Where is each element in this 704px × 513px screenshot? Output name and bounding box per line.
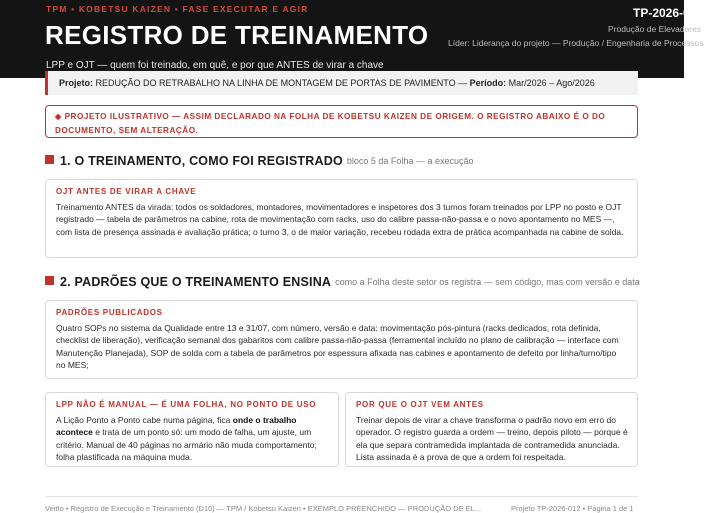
ojt-why-body: Treinar depois de virar a chave transforma o padrão novo em erro do operador. O registro guarda a ordem — treino, depois piloto — porque é ela que separa contramedida implantada de contramedida anunciada. Lista assinada é a prova de que a ordem foi respeitada. [356, 415, 628, 463]
footer-divider [45, 496, 638, 497]
published-standards-card [45, 300, 638, 379]
published-standards-body: Quatro SOPs no sistema da Qualidade entre 13 e 31/07, com número, versão e data: movimentação pós-pintura (racks dedicados, rota definida, checklist de liberação), verificação semanal dos gabaritos com calibre passa-não-passa (ferramental incluído no plano de calibração — interface com Manutenção Planejada), SOP de solda com a tabela de parâmetros por espessura afixada nas cabines e apontamento de defeito por linha/turno/tipo no MES; [56, 323, 619, 371]
ojt-why-card [345, 392, 638, 467]
header-meta-area: Produção de Elevadores [608, 24, 702, 34]
section-2-note: como a Folha deste setor os registra — sem código, mas com versão e data [335, 276, 640, 287]
document-header [0, 0, 704, 78]
footer-page-info: Projeto TP-2026-012 • Página 1 de 1 [511, 504, 634, 513]
section-marker-icon [45, 276, 54, 285]
section-2-heading [45, 273, 640, 291]
page-subtitle: LPP e OJT — quem foi treinado, em quê, e por que ANTES de virar a chave [46, 60, 384, 71]
project-name: REDUÇÃO DO RETRABALHO NA LINHA DE MONTAGEM DE PORTAS DE PAVIMENTO [95, 78, 456, 88]
project-bar [45, 71, 638, 95]
ojt-why-label: POR QUE O OJT VEM ANTES [356, 400, 484, 409]
period-label: Período: [469, 78, 507, 88]
section-2-title: 2. PADRÕES QUE O TREINAMENTO ENSINA [60, 274, 332, 289]
lpp-body [56, 414, 329, 464]
lpp-label: LPP NÃO É MANUAL — É UMA FOLHA, NO PONTO DE USO [56, 400, 317, 409]
ojt-before-label: OJT ANTES DE VIRAR A CHAVE [56, 187, 197, 196]
published-standards-label: PADRÕES PUBLICADOS [56, 308, 163, 317]
section-marker-icon [45, 155, 54, 164]
lpp-card [45, 392, 339, 467]
ojt-before-card [45, 179, 638, 258]
header-kicker: TPM • KOBETSU KAIZEN • FASE EXECUTAR E AGIR [46, 4, 309, 14]
section-1-heading [45, 152, 473, 170]
section-1-note: bloco 5 da Folha — a execução [346, 155, 474, 166]
lpp-body-emphasis: onde o trabalho acontece [56, 415, 297, 438]
header-meta-leader: Líder: Liderança do projeto — Produção / Engenharia de Processos [448, 38, 704, 48]
project-label: Projeto: [59, 78, 94, 88]
page-title: REGISTRO DE TREINAMENTO [45, 20, 429, 50]
lpp-body-start: A Lição Ponto a Ponto cabe numa página, fica [56, 415, 233, 425]
lpp-body-end: e trata de um ponto só: um modo de falha, um ajuste, um critério. Manual de 40 páginas no armário não muda comportamento; folha plastificada na máquina muda. [56, 427, 317, 463]
project-period: Mar/2026 – Ago/2026 [508, 78, 595, 88]
illustrative-notice: ◆ PROJETO ILUSTRATIVO — ASSIM DECLARADO NA FOLHA DE KOBETSU KAIZEN DE ORIGEM. O REGISTRO ABAIXO É O DO DOCUMENTO, SEM ALTERAÇÃO. [45, 105, 638, 138]
project-separator: — [458, 78, 468, 88]
document-id: TP-2026-012 [633, 6, 704, 20]
ojt-before-body: Treinamento ANTES da virada: todos os soldadores, montadores, movimentadores e inspetores dos 3 turnos foram treinados por LPP no posto e OJT registrado — tabela de parâmetros na cabine, rota de movimentação com racks, uso do calibre passa-não-passa e o novo apontamento no MES —, com lista de presença assinada e avaliação prática; o turno 3, o de maior variação, recebeu rodada extra de prática acompanhada na cabine de solda. [56, 202, 624, 237]
section-1-title: 1. O TREINAMENTO, COMO FOI REGISTRADO [60, 153, 343, 168]
footer-left-text: Veitto • Registro de Execução e Treinamento (D10) — TPM / Kobetsu Kaizen • EXEMPLO PREENCHIDO — PRODUÇÃO DE EL… [45, 504, 483, 513]
